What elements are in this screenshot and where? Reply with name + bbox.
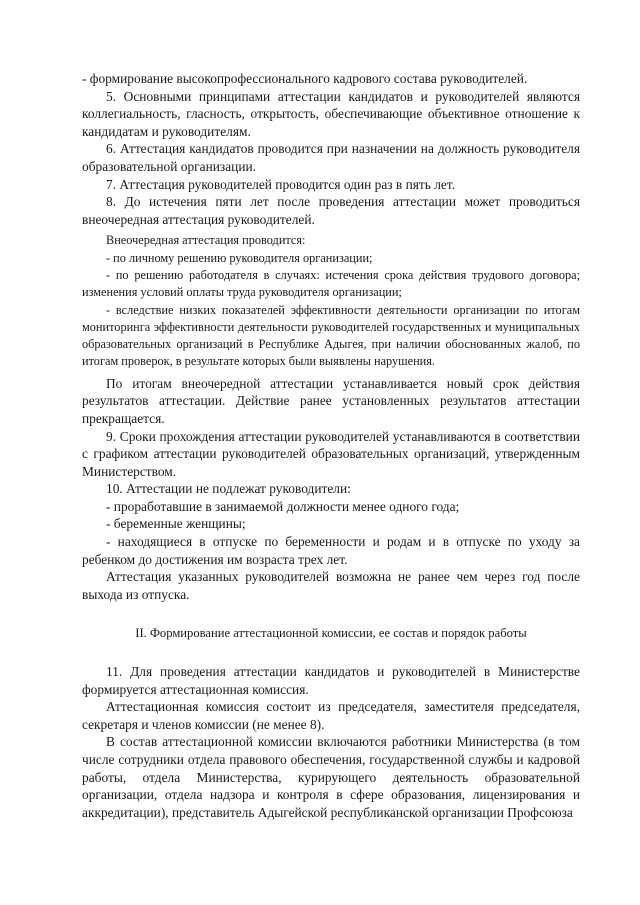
- list-item-pregnant: - беременные женщины;: [106, 516, 246, 532]
- paragraph-after-leave: Аттестация указанных руководителей возможна не ранее чем через год после выхода из отпуска.: [82, 569, 580, 602]
- list-item-maternity-leave: - находящиеся в отпуске по беременности и родам и в отпуске по уходу за ребенком до достижения им возраста трех лет.: [82, 534, 580, 567]
- paragraph-7-period: 7. Аттестация руководителей проводится один раз в пять лет.: [106, 176, 456, 192]
- paragraph-9-schedule: 9. Сроки прохождения аттестации руководителей устанавливаются в соответствии с графиком аттестации руководителей образовательных организаций, утвержденным Министерством.: [82, 428, 580, 479]
- paragraph-commission-composition: Аттестационная комиссия состоит из председателя, заместителя председателя, секретаря и членов комиссии (не менее 8).: [82, 699, 580, 732]
- paragraph-10-exempt: 10. Аттестации не подлежат руководители:: [106, 481, 351, 497]
- paragraph-formation-item: - формирование высокопрофессионального кадрового состава руководителей.: [82, 71, 528, 86]
- paragraph-8-extraordinary: 8. До истечения пяти лет после проведения аттестации может проводиться внеочередная аттестация руководителей.: [82, 194, 580, 227]
- list-item-low-performance: - вследствие низких показателей эффективности деятельности организации по итогам мониторинга эффективности деятельности руководителей государственных и муниципальных образовательных организаций в Республике Адыгея, при наличии обоснованных жалоб, по итогам проверок, в результате которых были выявлены нарушения.: [82, 302, 580, 369]
- paragraph-new-term: По итогам внеочередной аттестации устанавливается новый срок действия результатов аттестации. Действие ранее установленных результатов аттестации прекращается.: [82, 375, 580, 426]
- paragraph-5-principles: 5. Основными принципами аттестации кандидатов и руководителей являются коллегиальность, гласность, открытость, обеспечивающие объективное отношение к кандидатам и руководителям.: [82, 88, 580, 139]
- paragraph-6-candidates: 6. Аттестация кандидатов проводится при назначении на должность руководителя образовательной организации.: [82, 141, 580, 174]
- paragraph-commission-members: В состав аттестационной комиссии включаются работники Министерства (в том числе сотрудники отдела правового обеспечения, государственной службы и кадровой работы, отдела Министерства, курирующего деятельность образовательной организации, отдела надзора и контроля в сфере образования, лицензирования и аккредитации), представитель Адыгейской республиканской организации Профсоюза: [82, 734, 580, 820]
- list-item-personal-decision: - по личному решению руководителя организации;: [106, 250, 373, 265]
- list-item-employer-decision: - по решению работодателя в случаях: истечения срока действия трудового договора; изменения условий оплаты труда руководителя организации;: [82, 267, 580, 300]
- list-item-less-than-year: - проработавшие в занимаемой должности менее одного года;: [106, 498, 460, 514]
- section-heading: II. Формирование аттестационной комиссии, ее состав и порядок работы: [135, 626, 527, 641]
- document-body: [82, 70, 580, 821]
- paragraph-11-commission: 11. Для проведения аттестации кандидатов и руководителей в Министерстве формируется аттестационная комиссия.: [82, 664, 580, 697]
- paragraph-extraordinary-intro: Внеочередная аттестация проводится:: [106, 233, 306, 248]
